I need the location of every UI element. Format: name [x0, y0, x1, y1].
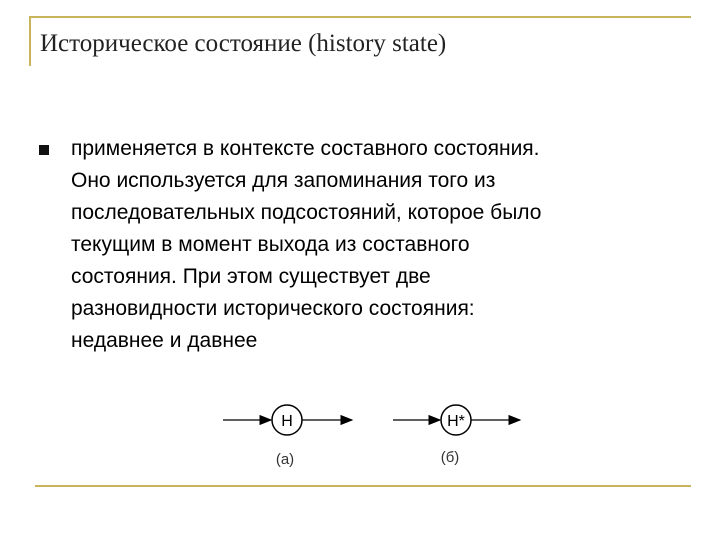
bullet-text-line: разновидности исторического состояния: — [71, 297, 475, 320]
slide-title: Историческое состояние (history state) — [40, 30, 447, 57]
bullet-text-line: состояния. При этом существует две — [71, 265, 431, 288]
caption-b: (б) — [440, 449, 460, 466]
bullet-text-line: текущим в момент выхода из составного — [71, 233, 470, 256]
shallow-history-group — [223, 405, 352, 468]
bullet-text-line: применяется в контексте составного состояния. — [71, 137, 540, 160]
bullet-text-line: Оно используется для запоминания того из — [71, 169, 496, 192]
shallow-history-label: H — [281, 413, 293, 430]
deep-history-label: H* — [447, 413, 465, 430]
bullet-text-line: недавнее и давнее — [71, 329, 258, 352]
bullet-text-line: последовательных подсостояний, которое было — [71, 201, 542, 224]
caption-a: (а) — [275, 451, 295, 468]
bottom-decorative-rule — [35, 485, 691, 487]
deep-history-group — [393, 405, 520, 466]
